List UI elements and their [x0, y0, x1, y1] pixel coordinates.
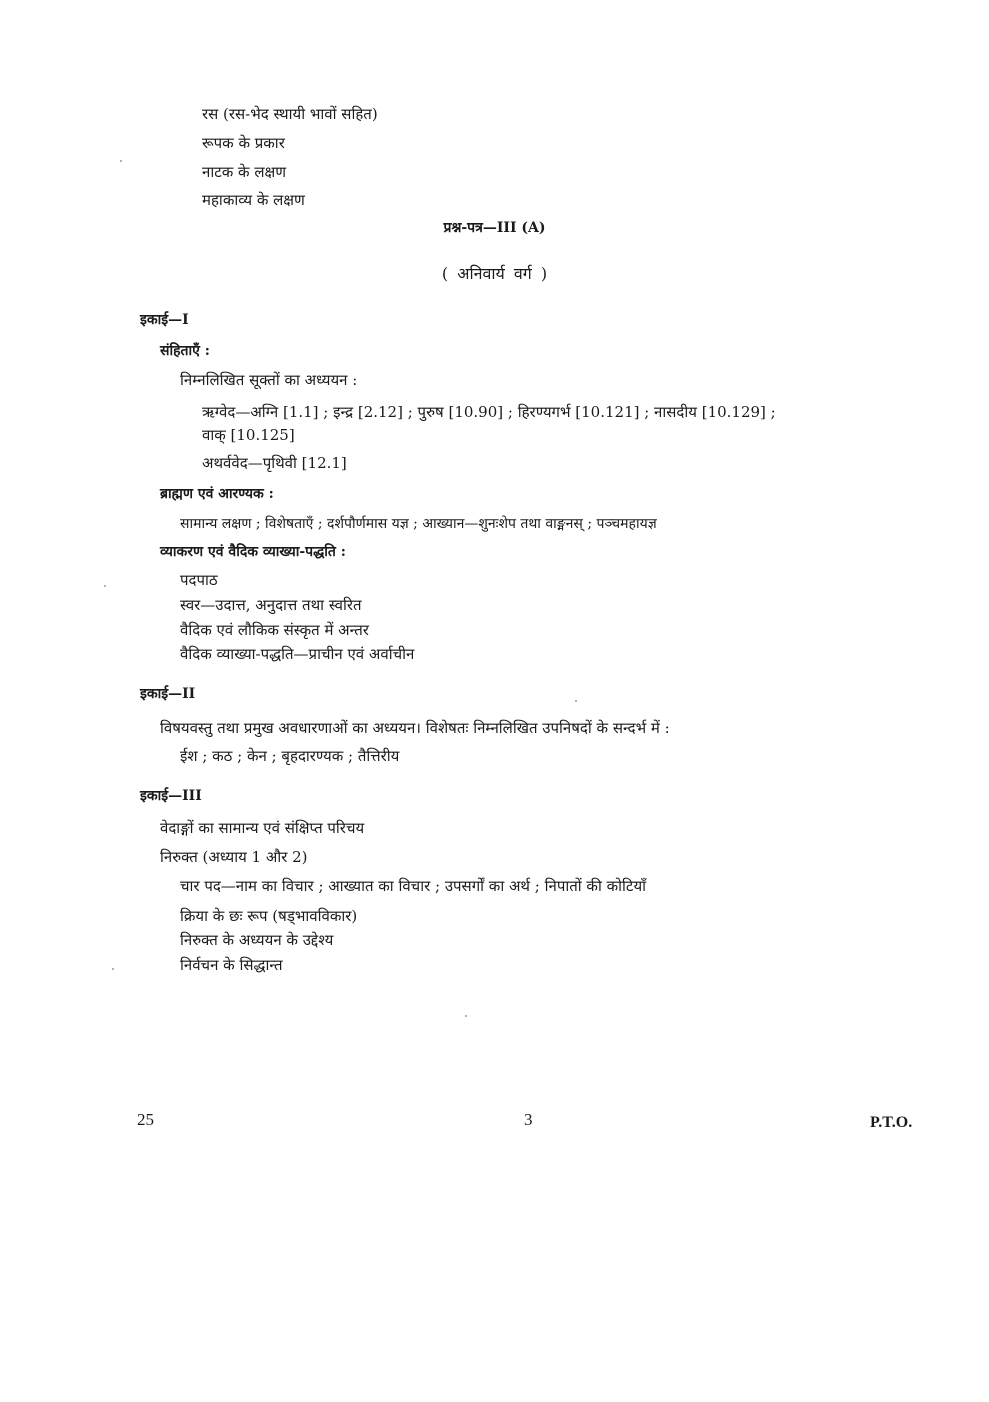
- footer-page-number: 3: [524, 1110, 533, 1129]
- footer-pto: P.T.O.: [870, 1114, 913, 1131]
- scan-speck: [104, 585, 106, 587]
- upanishad-list: ईश ; कठ ; केन ; बृहदारण्यक ; तैत्तिरीय: [180, 747, 400, 765]
- nirukta-item-uddeshya: निरुक्त के अध्ययन के उद्देश्य: [180, 931, 334, 949]
- unit-2-title: इकाई—II: [140, 686, 196, 702]
- vyakarana-item-antara: वैदिक एवं लौकिक संस्कृत में अन्तर: [180, 621, 369, 639]
- brahmana-heading: ब्राह्मण एवं आरण्यक :: [160, 486, 274, 502]
- unit-3-title: इकाई—III: [140, 788, 202, 804]
- vyakarana-item-padapatha: पदपाठ: [180, 571, 218, 589]
- nirukta-item-nirvachana: निर्वचन के सिद्धान्त: [180, 956, 283, 974]
- group-heading: ( अनिवार्य वर्ग ): [441, 264, 548, 283]
- topic-mahakavya: महाकाव्य के लक्षण: [202, 191, 305, 209]
- scan-speck: [465, 1015, 467, 1017]
- atharvaveda-line: अथर्ववेद—पृथिवी [12.1]: [202, 454, 347, 472]
- paper-heading: प्रश्न-पत्र—III (A): [443, 220, 546, 236]
- nirukta-item-kriya: क्रिया के छः रूप (षड्भावविकार): [180, 907, 358, 925]
- nirukta-heading: निरुक्त (अध्याय 1 और 2): [160, 848, 308, 866]
- footer-code: 25: [137, 1110, 154, 1129]
- topic-nataka: नाटक के लक्षण: [202, 163, 287, 181]
- vyakarana-heading: व्याकरण एवं वैदिक व्याख्या-पद्धति :: [160, 544, 346, 560]
- scan-speck: [575, 700, 577, 702]
- rigveda-line-1: ऋग्वेद—अग्नि [1.1] ; इन्द्र [2.12] ; पुरुष [10.90] ; हिरण्यगर्भ [10.121] ; नासदीय [10.129] ;: [202, 403, 776, 421]
- scan-speck: [120, 160, 122, 162]
- rigveda-line-2: वाक् [10.125]: [202, 426, 295, 444]
- brahmana-text: सामान्य लक्षण ; विशेषताएँ ; दर्शपौर्णमास यज्ञ ; आख्यान—शुनःशेप तथा वाङ्मनस् ; पञ्चमहायज्ञ: [180, 516, 657, 532]
- topic-rasa: रस (रस-भेद स्थायी भावों सहित): [202, 105, 378, 123]
- vedanga-intro: वेदाङ्गों का सामान्य एवं संक्षिप्त परिचय: [160, 819, 365, 837]
- topic-rupaka: रूपक के प्रकार: [202, 134, 285, 152]
- vyakarana-item-svara: स्वर—उदात्त, अनुदात्त तथा स्वरित: [180, 596, 362, 614]
- vyakarana-item-paddhati: वैदिक व्याख्या-पद्धति—प्राचीन एवं अर्वाचीन: [180, 645, 415, 663]
- samhita-intro: निम्नलिखित सूक्तों का अध्ययन :: [180, 371, 358, 389]
- scan-speck: [112, 968, 114, 970]
- nirukta-item-chara-pada: चार पद—नाम का विचार ; आख्यात का विचार ; उपसर्गों का अर्थ ; निपातों की कोटियाँ: [180, 877, 647, 895]
- unit-2-text: विषयवस्तु तथा प्रमुख अवधारणाओं का अध्ययन। विशेषतः निम्नलिखित उपनिषदों के सन्दर्भ में :: [160, 719, 670, 737]
- unit-1-title: इकाई—I: [140, 312, 189, 328]
- samhita-heading: संहिताएँ :: [160, 343, 210, 359]
